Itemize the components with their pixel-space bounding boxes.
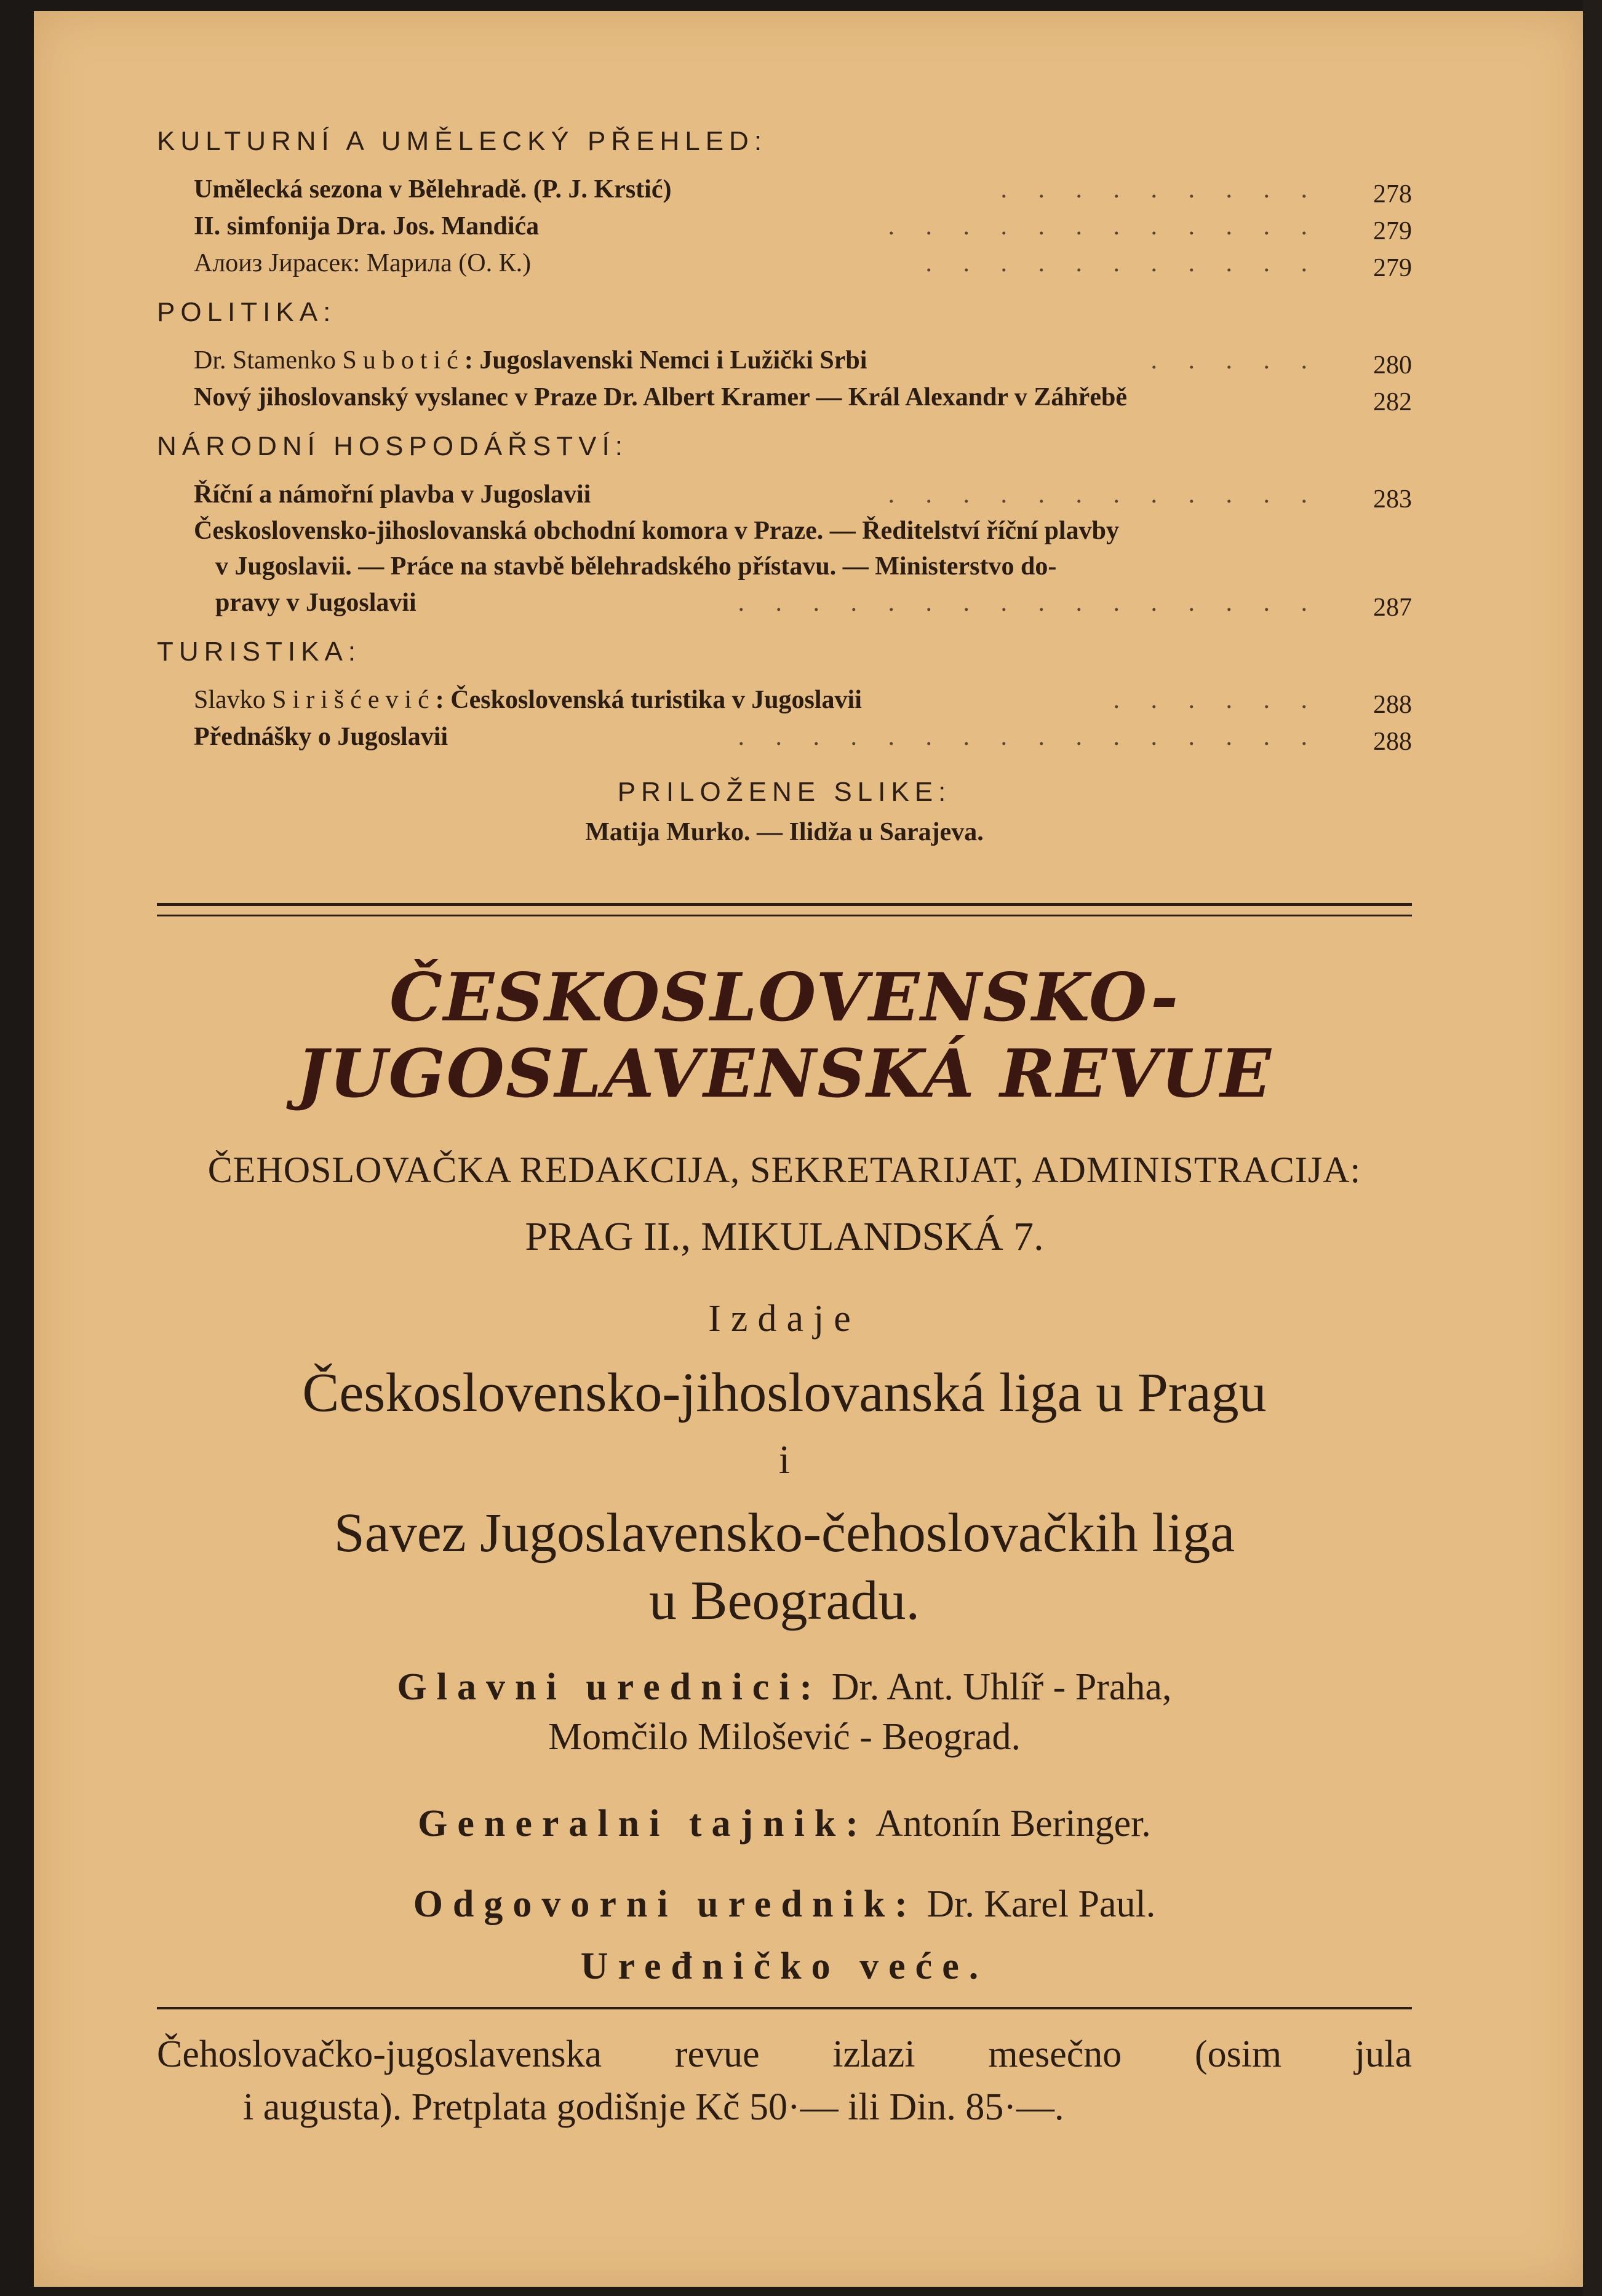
toc-entry bbox=[157, 379, 1412, 416]
publisher-belgrade-line2: u Beogradu. bbox=[649, 1570, 920, 1631]
responsible-editor-label: Odgovorni urednik: bbox=[413, 1883, 917, 1925]
general-secretary-label: Generalni tajnik: bbox=[418, 1803, 868, 1845]
publisher-label: Izdaje bbox=[708, 1298, 861, 1340]
toc-entry bbox=[157, 342, 1412, 379]
toc-page-number: 288 bbox=[1373, 691, 1412, 719]
publisher-conjunction: i bbox=[778, 1437, 791, 1482]
toc-author: Sirišćević bbox=[272, 686, 436, 714]
chief-editors-names: Dr. Ant. Uhlíř - Praha, bbox=[831, 1666, 1172, 1708]
toc-entry-title: Алоиз Јирасек: Марила (О. К.) bbox=[194, 249, 532, 277]
editorial-address-label: ČEHOSLOVAČKA REDAKCIJA, SEKRETARIJAT, ADMINISTRACIJA: bbox=[207, 1150, 1361, 1190]
toc-page-number: 280 bbox=[1373, 351, 1412, 379]
toc-entry-title bbox=[194, 342, 867, 379]
toc-page-number: 278 bbox=[1373, 180, 1412, 209]
subscription-line2: i augusta). Pretplata godišnje Kč 50·— ili Din. 85·—. bbox=[243, 2086, 1064, 2128]
toc-entry-title: Říční a námořní plavba v Jugoslavii bbox=[194, 480, 591, 509]
toc-entry-title bbox=[194, 681, 862, 718]
toc-entry-title: Nový jihoslovanský vyslanec v Praze Dr. Albert Kramer — Král Alexandr v Záhřebě bbox=[194, 383, 1127, 411]
toc-entry bbox=[157, 681, 1412, 718]
chief-editors-names-cont: Momčilo Milošević - Beograd. bbox=[548, 1716, 1021, 1758]
scan-edge bbox=[1583, 0, 1602, 2296]
section-heading-politics: POLITIKA: bbox=[157, 297, 337, 327]
chief-editors-label: Glavni urednici: bbox=[397, 1666, 823, 1708]
toc-leader: . . . . . . . . . . . bbox=[925, 249, 1320, 277]
toc-leader: . . . . . bbox=[1150, 346, 1320, 375]
toc-leader: . . . . . . bbox=[1113, 686, 1320, 714]
subscription-line1: Čehoslovačko-jugoslavenska revue izlazi mesečno (osim jula bbox=[157, 2033, 1412, 2075]
general-secretary-name: Antonín Beringer. bbox=[875, 1803, 1151, 1845]
page-content bbox=[157, 123, 1412, 2134]
chief-editors bbox=[157, 1666, 1412, 1709]
toc-author-prefix: Slavko bbox=[194, 686, 273, 714]
toc-leader: . . . . . . . . . . . . . . . . bbox=[738, 723, 1320, 751]
toc-leader: . . . . . . . . . . . . bbox=[888, 212, 1320, 240]
publisher-prague: Československo-jihoslovanská liga u Pragu bbox=[302, 1362, 1267, 1423]
toc-page-number: 279 bbox=[1373, 254, 1412, 282]
toc-page-number: 288 bbox=[1373, 728, 1412, 756]
toc-entry-text: : Jugoslavenski Nemci i Lužički Srbi bbox=[464, 346, 867, 375]
section-heading-culture: KULTURNÍ A UMĚLECKÝ PŘEHLED: bbox=[157, 126, 768, 156]
toc-page-number: 283 bbox=[1373, 485, 1412, 514]
toc-entry-title: II. simfonija Dra. Jos. Mandića bbox=[194, 212, 540, 240]
publisher-belgrade-line1: Savez Jugoslavensko-čehoslovačkih liga bbox=[333, 1503, 1235, 1563]
toc-entry-title: Přednášky o Jugoslavii bbox=[194, 723, 448, 751]
toc-leader: . . . . . . . . . . . . . . . . bbox=[738, 589, 1320, 617]
toc-entry bbox=[157, 718, 1412, 755]
toc-entry-multiline bbox=[157, 513, 1363, 584]
toc-entry bbox=[157, 476, 1412, 513]
toc-entry bbox=[157, 208, 1412, 245]
toc-page-number: 287 bbox=[1373, 594, 1412, 622]
toc-entry bbox=[157, 171, 1412, 208]
toc-leader: . . . . . . . . . . . . bbox=[888, 480, 1320, 509]
general-secretary bbox=[157, 1802, 1412, 1846]
toc-entry bbox=[157, 245, 1412, 282]
toc-entry-line: v Jugoslavii. — Práce na stavbě bělehradského přístavu. — Ministerstvo do- bbox=[215, 552, 1057, 581]
toc-entry-line: pravy v Jugoslavii bbox=[215, 589, 416, 617]
responsible-editor-name: Dr. Karel Paul. bbox=[927, 1883, 1156, 1925]
toc-entry-line: Československo-jihoslovanská obchodní komora v Praze. — Ředitelství říční plavby bbox=[194, 517, 1119, 545]
editorial-council: Uređničko veće. bbox=[580, 1945, 989, 1987]
toc-page-number: 279 bbox=[1373, 217, 1412, 245]
toc-entry-text: : Československá turistika v Jugoslavii bbox=[435, 686, 862, 714]
toc-author: Subotić bbox=[342, 346, 464, 375]
attachments-list: Matija Murko. — Ilidža u Sarajeva. bbox=[585, 818, 984, 846]
section-heading-economy: NÁRODNÍ HOSPODÁŘSTVÍ: bbox=[157, 431, 628, 461]
journal-title-line2: JUGOSLAVENSKÁ REVUE bbox=[297, 1035, 1272, 1113]
toc-entry bbox=[157, 584, 1412, 621]
section-heading-tourism: TURISTIKA: bbox=[157, 637, 362, 667]
journal-title-line1: ČESKOSLOVENSKO- bbox=[389, 959, 1180, 1036]
divider-double bbox=[157, 903, 1412, 916]
responsible-editor bbox=[157, 1883, 1412, 1926]
attachments-heading: PRILOŽENE SLIKE: bbox=[617, 777, 952, 807]
toc-author-prefix: Dr. Stamenko bbox=[194, 346, 343, 375]
toc-leader: . . . . . . . . . bbox=[1000, 175, 1320, 204]
toc-entry-title: Umělecká sezona v Bělehradě. (P. J. Krstić) bbox=[194, 175, 672, 204]
toc-page-number: 282 bbox=[1373, 388, 1412, 416]
editorial-address: PRAG II., MIKULANDSKÁ 7. bbox=[525, 1214, 1044, 1259]
